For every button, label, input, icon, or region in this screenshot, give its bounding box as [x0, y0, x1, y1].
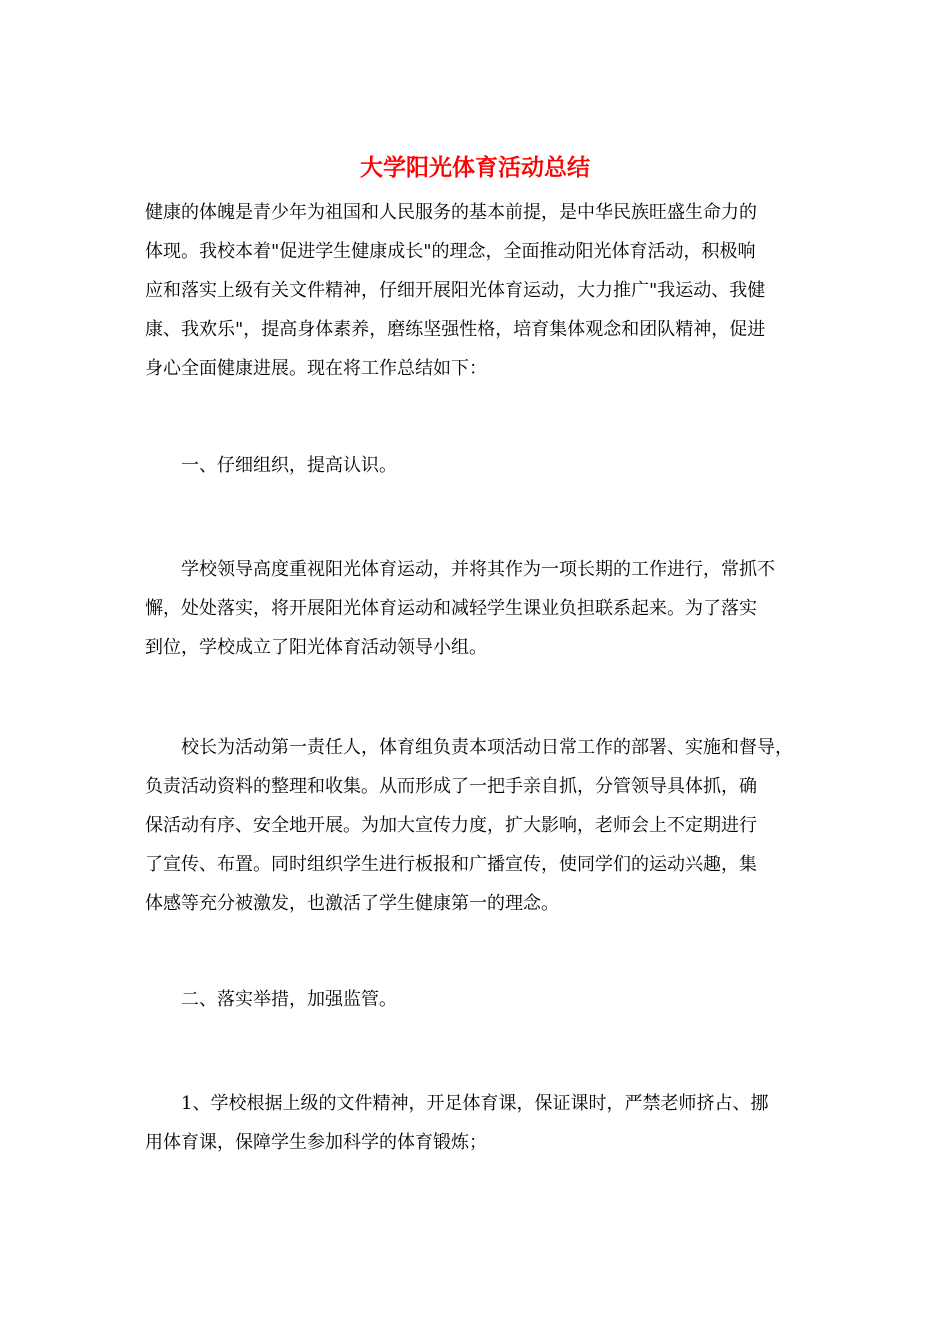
paragraph-line: 保活动有序、安全地开展。为加大宣传力度，扩大影响，老师会上不定期进行 — [145, 815, 757, 836]
paragraph-principal — [145, 728, 817, 923]
paragraph-line: 体感等充分被激发，也激活了学生健康第一的理念。 — [145, 893, 559, 914]
paragraph-line: 校长为活动第一责任人，体育组负责本项活动日常工作的部署、实施和督导， — [145, 737, 793, 758]
paragraph-line: 学校领导高度重视阳光体育运动，并将其作为一项长期的工作进行，常抓不 — [145, 559, 775, 580]
paragraph-line: 应和落实上级有关文件精神，仔细开展阳光体育运动，大力推广"我运动、我健 — [145, 280, 766, 301]
paragraph-line: 负责活动资料的整理和收集。从而形成了一把手亲自抓，分管领导具体抓，确 — [145, 776, 757, 797]
section-heading-1 — [145, 446, 817, 485]
paragraph-line: 用体育课，保障学生参加科学的体育锻炼； — [145, 1132, 487, 1153]
paragraph-line: 体现。我校本着"促进学生健康成长"的理念，全面推动阳光体育活动，积极响 — [145, 241, 756, 262]
paragraph-line: 健康的体魄是青少年为祖国和人民服务的基本前提，是中华民族旺盛生命力的 — [145, 202, 757, 223]
paragraph-line: 懈，处处落实，将开展阳光体育运动和减轻学生课业负担联系起来。为了落实 — [145, 598, 757, 619]
paragraph-line: 身心全面健康进展。现在将工作总结如下： — [145, 358, 487, 379]
section-heading-2 — [145, 980, 817, 1019]
section-heading-text: 一、仔细组织，提高认识。 — [145, 455, 397, 476]
paragraph-intro — [145, 193, 817, 388]
paragraph-line: 了宣传、布置。同时组织学生进行板报和广播宣传，使同学们的运动兴趣，集 — [145, 854, 757, 875]
paragraph-item-1 — [145, 1084, 817, 1162]
paragraph-line: 到位，学校成立了阳光体育活动领导小组。 — [145, 637, 487, 658]
section-heading-text: 二、落实举措，加强监管。 — [145, 989, 397, 1010]
paragraph-leadership — [145, 550, 817, 667]
document-title: 大学阳光体育活动总结 — [360, 154, 590, 181]
paragraph-line: 1、学校根据上级的文件精神，开足体育课，保证课时，严禁老师挤占、挪 — [145, 1093, 769, 1114]
paragraph-line: 康、我欢乐"，提高身体素养，磨练坚强性格，培育集体观念和团队精神，促进 — [145, 319, 766, 340]
